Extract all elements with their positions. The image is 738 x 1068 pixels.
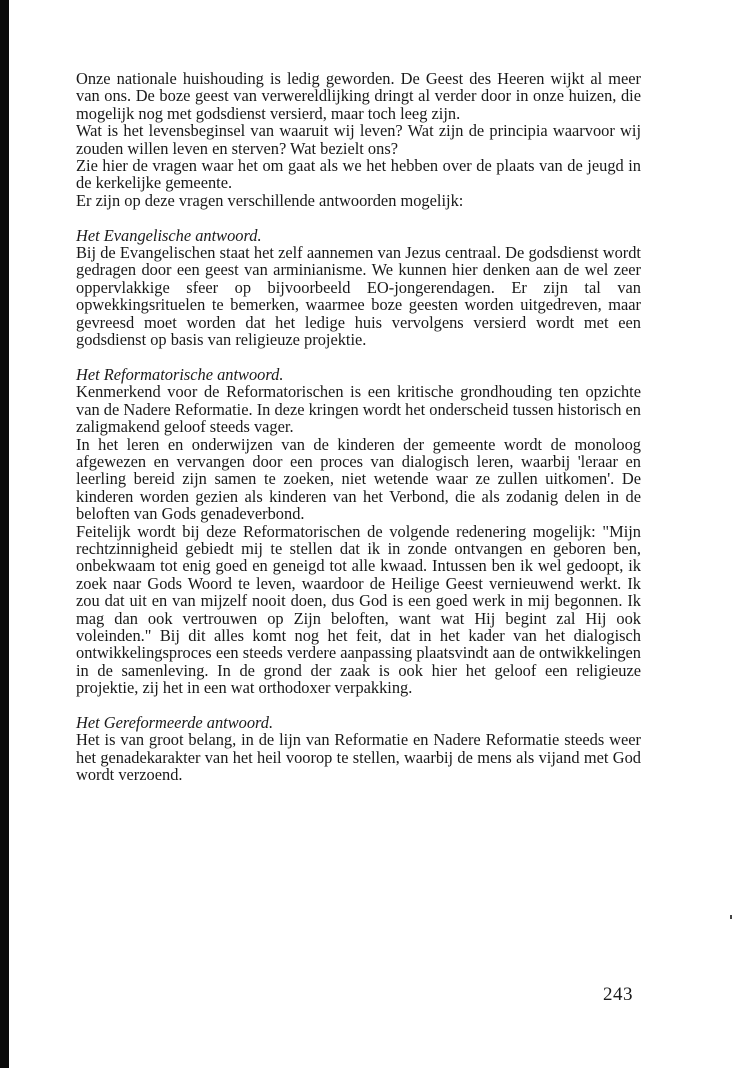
- evangelisch-paragraph-1: Bij de Evangelischen staat het zelf aannemen van Jezus centraal. De godsdienst wordt gedragen door een geest van arminianisme. We kunnen hier denken aan de wel zeer oppervlakkige sfeer op bijvoorbeeld EO-jongerendagen. Er zijn tal van opwekkingsrituelen te bemerken, waarmee boze geesten worden uitgedreven, maar gevreesd moet worden dat het ledige huis vervolgens versierd wordt met een godsdienst op basis van religieuze projektie.: [76, 243, 641, 350]
- intro-paragraph-3: Zie hier de vragen waar het om gaat als we het hebben over de plaats van de jeugd in de kerkelijke gemeente.: [76, 156, 641, 193]
- scan-binding-edge: [0, 0, 9, 1068]
- intro-paragraph-4: Er zijn op deze vragen verschillende antwoorden mogelijk:: [76, 190, 464, 210]
- page-number: 243: [603, 984, 633, 1005]
- heading-gereformeerd: Het Gereformeerde antwoord.: [76, 712, 274, 732]
- reformatorisch-paragraph-2: In het leren en onderwijzen van de kinderen der gemeente wordt de monoloog afgewezen en vervangen door een proces van dialogisch leren, waarbij 'leraar en leerling bereid zijn samen te zoeken, niet wetende waar ze zullen uitkomen'. De kinderen worden gezien als kinderen van het Verbond, die als zodanig delen in de beloften van Gods genadeverbond.: [76, 434, 641, 524]
- reformatorisch-paragraph-1: Kenmerkend voor de Reformatorischen is een kritische grondhouding ten opzichte van de Nadere Reformatie. In deze kringen wordt het onderscheid tussen historisch en zaligmakend geloof steeds vager.: [76, 382, 641, 437]
- heading-reformatorisch: Het Reformatorische antwoord.: [76, 364, 284, 384]
- reformatorisch-paragraph-3: Feitelijk wordt bij deze Reformatorischen de volgende redenering mogelijk: "Mijn rechtzinnigheid gebiedt mij te stellen dat ik in zonde ontvangen en geboren ben, onbekwaam tot enig goed en geneigd tot alle kwaad. Intussen ben ik wel gedoopt, ik zoek naar Gods Woord te leven, waardoor de Heilige Geest vernieuwend werkt. Ik zou dat uit en van mijzelf nooit doen, dus God is een goed werk in mij begonnen. Ik mag dan ook vertrouwen op Zijn beloften, want wat Hij begint zal Hij ook voleinden." Bij dit alles komt nog het feit, dat in het kader van het dialogisch ontwikkelingsproces een steeds verdere aanpassing plaatsvindt aan de ontwikkelingen in de samenleving. In de grond der zaak is ook hier het geloof een religieuze projektie, zij het in een wat orthodoxer verpakking.: [76, 521, 641, 698]
- heading-evangelisch: Het Evangelische antwoord.: [76, 225, 262, 245]
- intro-paragraph-2: Wat is het levensbeginsel van waaruit wij leven? Wat zijn de principia waarvoor wij zouden willen leven en sterven? Wat bezielt ons?: [76, 121, 641, 158]
- gereformeerd-paragraph-1: Het is van groot belang, in de lijn van Reformatie en Nadere Reformatie steeds weer het genadekarakter van het heil voorop te stellen, waarbij de mens als vijand met God wordt verzoend.: [76, 730, 641, 785]
- intro-paragraph-1: Onze nationale huishouding is ledig geworden. De Geest des Heeren wijkt al meer van ons. De boze geest van verwereldlijking dringt al verder door in onze huizen, die mogelijk nog met godsdienst versierd, maar toch leeg zijn.: [76, 69, 641, 123]
- section-gap: [76, 209, 641, 226]
- section-gap: [76, 697, 641, 714]
- section-gap: [76, 348, 641, 365]
- scan-speck: [730, 915, 732, 919]
- page-body: [76, 70, 641, 784]
